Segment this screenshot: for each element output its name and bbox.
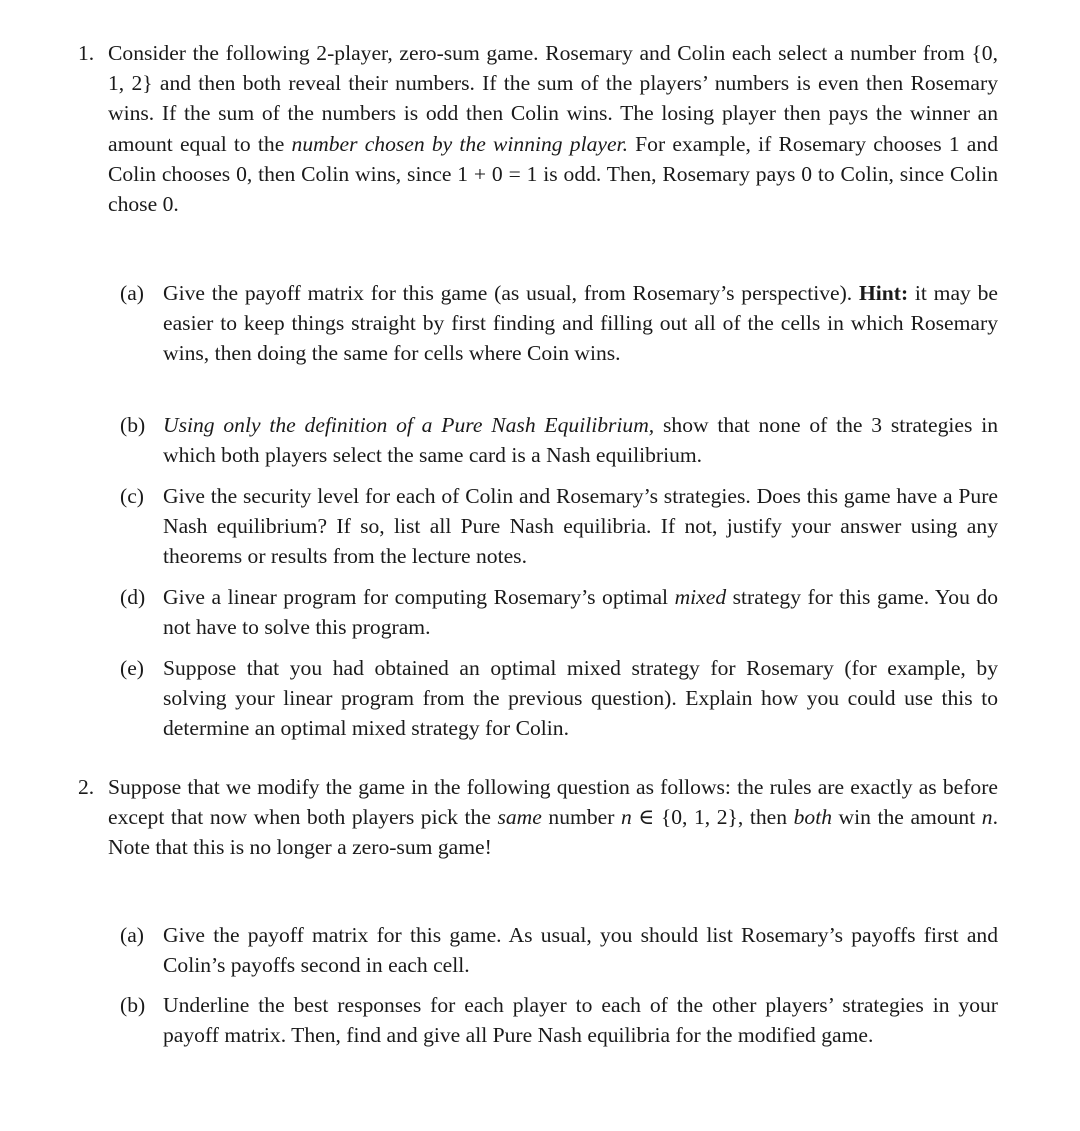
part-text: Give the security level for each of Colin and Rosemary’s strategies. Does this game have a Pure Nash equilibrium? If so, list all Pure Nash equilibria. If not, justify your answer using any theorems or results from the lecture notes.: [163, 484, 998, 569]
question-1-part-e: [120, 653, 998, 744]
question-2: [78, 772, 998, 863]
question-1-part-a: [120, 278, 998, 369]
part-label: (c): [120, 484, 144, 508]
question-2-part-a: [120, 920, 998, 980]
part-text: Underline the best responses for each player to each of the other players’ strategies in your payoff matrix. Then, find and give all Pure Nash equilibria for the modified game.: [163, 993, 998, 1048]
part-text: Give the payoff matrix for this game (as usual, from Rosemary’s perspective). Hint: it may be easier to keep things straight by first finding and filling out all of the cells in which Rosemary wins, then doing the same for cells where Coin wins.: [163, 281, 998, 366]
part-text: Using only the definition of a Pure Nash Equilibrium, show that none of the 3 strategies in which both players select the same card is a Nash equilibrium.: [163, 413, 998, 468]
question-number: 1.: [78, 41, 95, 65]
question-1-part-b: [120, 410, 998, 470]
part-label: (a): [120, 923, 144, 947]
question-1-part-d: [120, 582, 998, 642]
hint-label: Hint:: [858, 281, 909, 305]
part-label: (b): [120, 993, 146, 1017]
part-label: (b): [120, 413, 146, 437]
question-number: 2.: [78, 775, 95, 799]
part-text: Suppose that you had obtained an optimal mixed strategy for Rosemary (for example, by solving your linear program from the previous question). Explain how you could use this to determine an optimal mixed strategy for Colin.: [163, 656, 998, 741]
part-text: Give the payoff matrix for this game. As usual, you should list Rosemary’s payoffs first and Colin’s payoffs second in each cell.: [163, 923, 998, 978]
question-1-part-c: [120, 481, 998, 572]
part-text: Give a linear program for computing Rosemary’s optimal mixed strategy for this game. You do not have to solve this program.: [163, 585, 998, 640]
question-1-intro: Consider the following 2-player, zero-sum game. Rosemary and Colin each select a number from {0, 1, 2} and then both reveal their numbers. If the sum of the players’ numbers is even then Rosemary wins. If the sum of the numbers is odd then Colin wins. The losing player then pays the winner an amount equal to the number chosen by the winning player. For example, if Rosemary chooses 1 and Colin chooses 0, then Colin wins, since 1 + 0 = 1 is odd. Then, Rosemary pays 0 to Colin, since Colin chose 0.: [108, 41, 998, 217]
part-label: (a): [120, 281, 144, 305]
question-2-intro: Suppose that we modify the game in the following question as follows: the rules are exactly as before except that now when both players pick the same number n ∈ {0, 1, 2}, then both win the amount n. Note that this is no longer a zero-sum game!: [108, 775, 998, 860]
question-1: [78, 38, 998, 219]
question-2-part-b: [120, 990, 998, 1050]
part-label: (d): [120, 585, 146, 609]
part-label: (e): [120, 656, 144, 680]
